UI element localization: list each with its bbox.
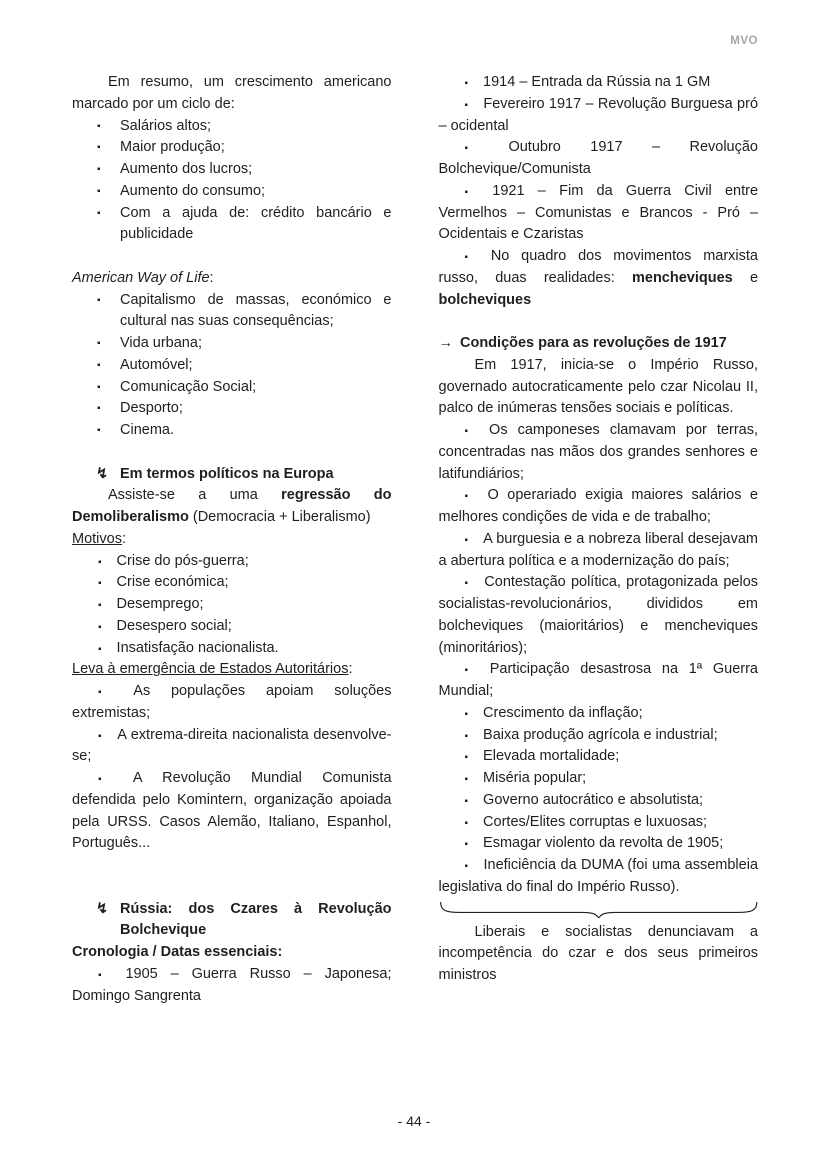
text-run: 1914 – Entrada da Rússia na 1 GM — [483, 74, 711, 90]
bullet-text — [120, 292, 392, 330]
text-run: : — [348, 661, 353, 678]
bullet-icon: ▪ — [464, 861, 469, 872]
paragraph — [72, 942, 392, 964]
text-run: Desespero social; — [116, 617, 232, 634]
text-run: 1921 – Fim da Guerra Civil entre Vermelhos – Comunistas e Brancos - Pró – Ocidentais e Czaristas — [438, 182, 759, 243]
bullet-item — [72, 616, 392, 638]
bullet-item — [439, 529, 759, 573]
text-run: Fevereiro 1917 – Revolução Burguesa pró – ocidental — [438, 95, 759, 134]
bullet-icon: ▪ — [464, 795, 469, 807]
spacer — [72, 442, 392, 464]
bullet-item — [72, 137, 392, 159]
bullet-icon: ▪ — [98, 969, 111, 981]
bullet-icon: ▪ — [98, 556, 102, 568]
text-run: A extrema-direita nacionalista desenvolve-se; — [72, 726, 392, 765]
text-run: Salários altos; — [120, 117, 212, 134]
text-run: : — [121, 530, 126, 547]
bullet-item — [439, 72, 759, 94]
heading-text — [460, 335, 727, 351]
text-run: Leva à emergência de Estados Autoritários — [72, 661, 349, 678]
bullet-item — [439, 746, 759, 768]
bullet-icon: ▪ — [97, 294, 101, 306]
paragraph — [72, 485, 392, 529]
paragraph — [72, 268, 392, 290]
bullet-item — [72, 768, 392, 855]
bullet-icon: ▪ — [98, 621, 102, 633]
section-heading — [72, 899, 392, 943]
text-run: 1905 – Guerra Russo – Japonesa; Domingo Sangrenta — [72, 965, 392, 1004]
bullet-text — [120, 118, 211, 134]
paragraph — [72, 659, 392, 681]
bullet-icon: ▪ — [97, 142, 101, 154]
text-run: Desporto; — [120, 400, 183, 417]
bullet-text — [120, 205, 392, 243]
bullet-icon: ▪ — [98, 578, 102, 590]
text-run: Vida urbana; — [120, 335, 202, 351]
bullet-item — [439, 725, 759, 747]
bullet-item — [439, 137, 759, 181]
text-run: Crise económica; — [116, 574, 229, 591]
bullet-icon: ▪ — [464, 143, 494, 155]
bullet-item — [72, 681, 392, 725]
bullet-text — [120, 161, 252, 177]
bullet-icon: ▪ — [97, 338, 101, 349]
text-run: As populações apoiam soluções extremistas; — [72, 683, 392, 721]
text-run: Em resumo, um crescimento americano marcado por um ciclo de: — [72, 74, 392, 112]
text-run: Os camponeses clamavam por terras, concentradas nas mãos dos grandes senhores e latifundiários; — [438, 422, 758, 482]
bullet-icon: ▪ — [97, 164, 101, 175]
bullet-text — [120, 335, 202, 351]
text-run: Maior produção; — [120, 139, 225, 156]
bullet-item — [72, 116, 392, 138]
bullet-icon: ▪ — [97, 185, 101, 197]
bullet-icon: ▪ — [97, 207, 101, 219]
text-run: e — [732, 269, 759, 286]
text-run: regressão do Demoliberalismo — [72, 487, 392, 525]
bullet-text — [120, 357, 193, 373]
bullet-icon: ▪ — [98, 643, 102, 655]
bullet-item — [439, 703, 759, 725]
section-heading — [72, 464, 392, 486]
underbrace-icon — [439, 902, 759, 918]
bullet-icon: ▪ — [464, 665, 475, 677]
text-run: Contestação política, protagonizada pelos socialistas-revolucionários, divididos em bolcheviques (maioritários) e mencheviques (minoritários); — [438, 574, 759, 656]
spacer — [72, 855, 392, 899]
text-run: Capitalismo de massas, económico e cultural nas suas consequências; — [120, 291, 392, 330]
bullet-icon: ▪ — [464, 708, 469, 720]
bullet-item — [439, 659, 759, 703]
bullet-item — [439, 572, 759, 659]
text-run: bolcheviques — [438, 291, 532, 308]
bullet-icon: ▪ — [464, 491, 473, 503]
text-run: Condições para as revoluções de 1917 — [460, 335, 727, 351]
bullet-item — [439, 790, 759, 812]
bullet-item — [72, 964, 392, 1008]
bullet-text — [120, 139, 225, 155]
bullet-icon: ▪ — [98, 774, 118, 785]
text-run: American Way of Life — [72, 269, 210, 286]
left-column — [72, 72, 392, 1007]
text-run: Miséria popular; — [483, 770, 587, 786]
text-run: Cronologia / Datas essenciais: — [72, 944, 283, 960]
bullet-icon: ▪ — [97, 120, 101, 132]
bullet-item — [439, 420, 759, 485]
section-marker-icon: ↯ — [96, 900, 109, 917]
bullet-icon: ▪ — [97, 381, 101, 393]
spacer — [439, 311, 759, 333]
bullet-icon: ▪ — [464, 78, 469, 89]
text-run: No quadro dos movimentos marxista russo, duas realidades: — [438, 248, 758, 286]
bullet-item — [439, 833, 759, 855]
bullet-text — [120, 183, 265, 199]
bullet-item — [72, 551, 392, 573]
text-run: Assiste-se a uma — [108, 487, 282, 504]
section-heading — [439, 333, 759, 355]
two-column-layout — [72, 72, 758, 1007]
bullet-item — [72, 203, 392, 247]
bullet-icon: ▪ — [98, 730, 103, 742]
bullet-icon: ▪ — [464, 839, 469, 851]
bullet-icon: ▪ — [97, 359, 101, 371]
spacer — [72, 246, 392, 268]
bullet-icon: ▪ — [98, 687, 119, 698]
bullet-icon: ▪ — [464, 534, 469, 546]
text-run: : — [209, 269, 214, 286]
bullet-text — [120, 379, 256, 395]
text-run: Insatisfação nacionalista. — [116, 639, 279, 656]
section-marker-icon: → — [438, 335, 453, 351]
bullet-icon: ▪ — [98, 600, 102, 611]
text-run: Em 1917, inicia-se o Império Russo, governado autocraticamente pelo czar Nicolau II, palco de inúmeras tensões sociais e políticas. — [438, 356, 758, 417]
bullet-item — [72, 355, 392, 377]
text-run: Motivos — [72, 530, 122, 547]
text-run: Com a ajuda de: crédito bancário e publicidade — [120, 204, 392, 243]
bullet-item — [72, 398, 392, 420]
text-run: Outubro 1917 – Revolução Bolchevique/Comunista — [438, 139, 758, 177]
bullet-icon: ▪ — [464, 99, 469, 111]
bullet-item — [439, 94, 759, 138]
text-run: Em termos políticos na Europa — [120, 465, 334, 482]
bullet-icon: ▪ — [464, 252, 476, 263]
bullet-icon: ▪ — [464, 426, 475, 437]
bullet-item — [439, 855, 759, 899]
paragraph — [439, 922, 759, 987]
text-run: O operariado exigia maiores salários e melhores condições de vida e de trabalho; — [438, 487, 758, 525]
text-run: Elevada mortalidade; — [483, 748, 620, 765]
text-run: A Revolução Mundial Comunista defendida pelo Komintern, organização apoiada pela URSS. Casos Alemão, Italiano, Espanhol, Português... — [72, 770, 392, 852]
text-run: Automóvel; — [120, 356, 193, 373]
heading-text — [120, 901, 392, 939]
bullet-item — [439, 246, 759, 311]
bullet-text — [120, 422, 174, 438]
underbrace — [439, 902, 759, 918]
text-run: Cinema. — [120, 422, 174, 438]
section-marker-icon: ↯ — [96, 465, 109, 482]
text-run: Desemprego; — [116, 596, 204, 612]
text-run: Comunicação Social; — [120, 378, 257, 395]
paragraph — [72, 529, 392, 551]
bullet-icon: ▪ — [464, 730, 469, 742]
page-number: - 44 - — [397, 1113, 431, 1129]
bullet-icon: ▪ — [97, 403, 101, 415]
bullet-item — [72, 181, 392, 203]
text-run: A burguesia e a nobreza liberal desejavam a abertura política e a modernização do país; — [438, 530, 758, 569]
text-run: Crescimento da inflação; — [483, 704, 643, 721]
paragraph — [72, 72, 392, 116]
text-run: Governo autocrático e absolutista; — [483, 791, 704, 808]
text-run: mencheviques — [631, 269, 733, 286]
bullet-icon: ▪ — [464, 752, 469, 764]
watermark: MVO — [730, 35, 758, 47]
text-run: Cortes/Elites corruptas e luxuosas; — [483, 813, 708, 830]
bullet-icon: ▪ — [97, 425, 101, 436]
bullet-item — [72, 420, 392, 442]
text-run: Esmagar violento da revolta de 1905; — [483, 835, 724, 852]
heading-text — [120, 466, 334, 482]
bullet-item — [72, 333, 392, 355]
text-run: Participação desastrosa na 1ª Guerra Mundial; — [438, 661, 758, 699]
bullet-icon: ▪ — [464, 186, 478, 198]
bullet-item — [72, 159, 392, 181]
bullet-icon: ▪ — [464, 578, 470, 590]
right-column — [439, 72, 759, 1007]
text-run: Liberais e socialistas denunciavam a incompetência do czar e dos seus primeiros ministros — [438, 923, 758, 983]
bullet-item — [72, 594, 392, 616]
text-run: (Democracia + Liberalismo) — [188, 509, 371, 525]
bullet-text — [120, 400, 183, 416]
text-run: Aumento do consumo; — [120, 182, 266, 199]
text-run: Crise do pós-guerra; — [116, 552, 249, 569]
paragraph — [439, 355, 759, 420]
text-run: Baixa produção agrícola e industrial; — [483, 726, 718, 743]
bullet-icon: ▪ — [464, 817, 469, 829]
bullet-item — [72, 572, 392, 594]
bullet-icon: ▪ — [464, 774, 469, 785]
bullet-item — [439, 485, 759, 529]
bullet-item — [72, 377, 392, 399]
bullet-item — [439, 812, 759, 834]
text-run: Aumento dos lucros; — [120, 161, 253, 177]
bullet-item — [72, 290, 392, 334]
bullet-item — [72, 638, 392, 660]
text-run: Ineficiência da DUMA (foi uma assembleia legislativa do final do Império Russo). — [438, 857, 759, 895]
bullet-item — [439, 768, 759, 790]
text-run: Rússia: dos Czares à Revolução Bolchevique — [120, 900, 392, 939]
bullet-item — [72, 725, 392, 769]
bullet-item — [439, 181, 759, 246]
